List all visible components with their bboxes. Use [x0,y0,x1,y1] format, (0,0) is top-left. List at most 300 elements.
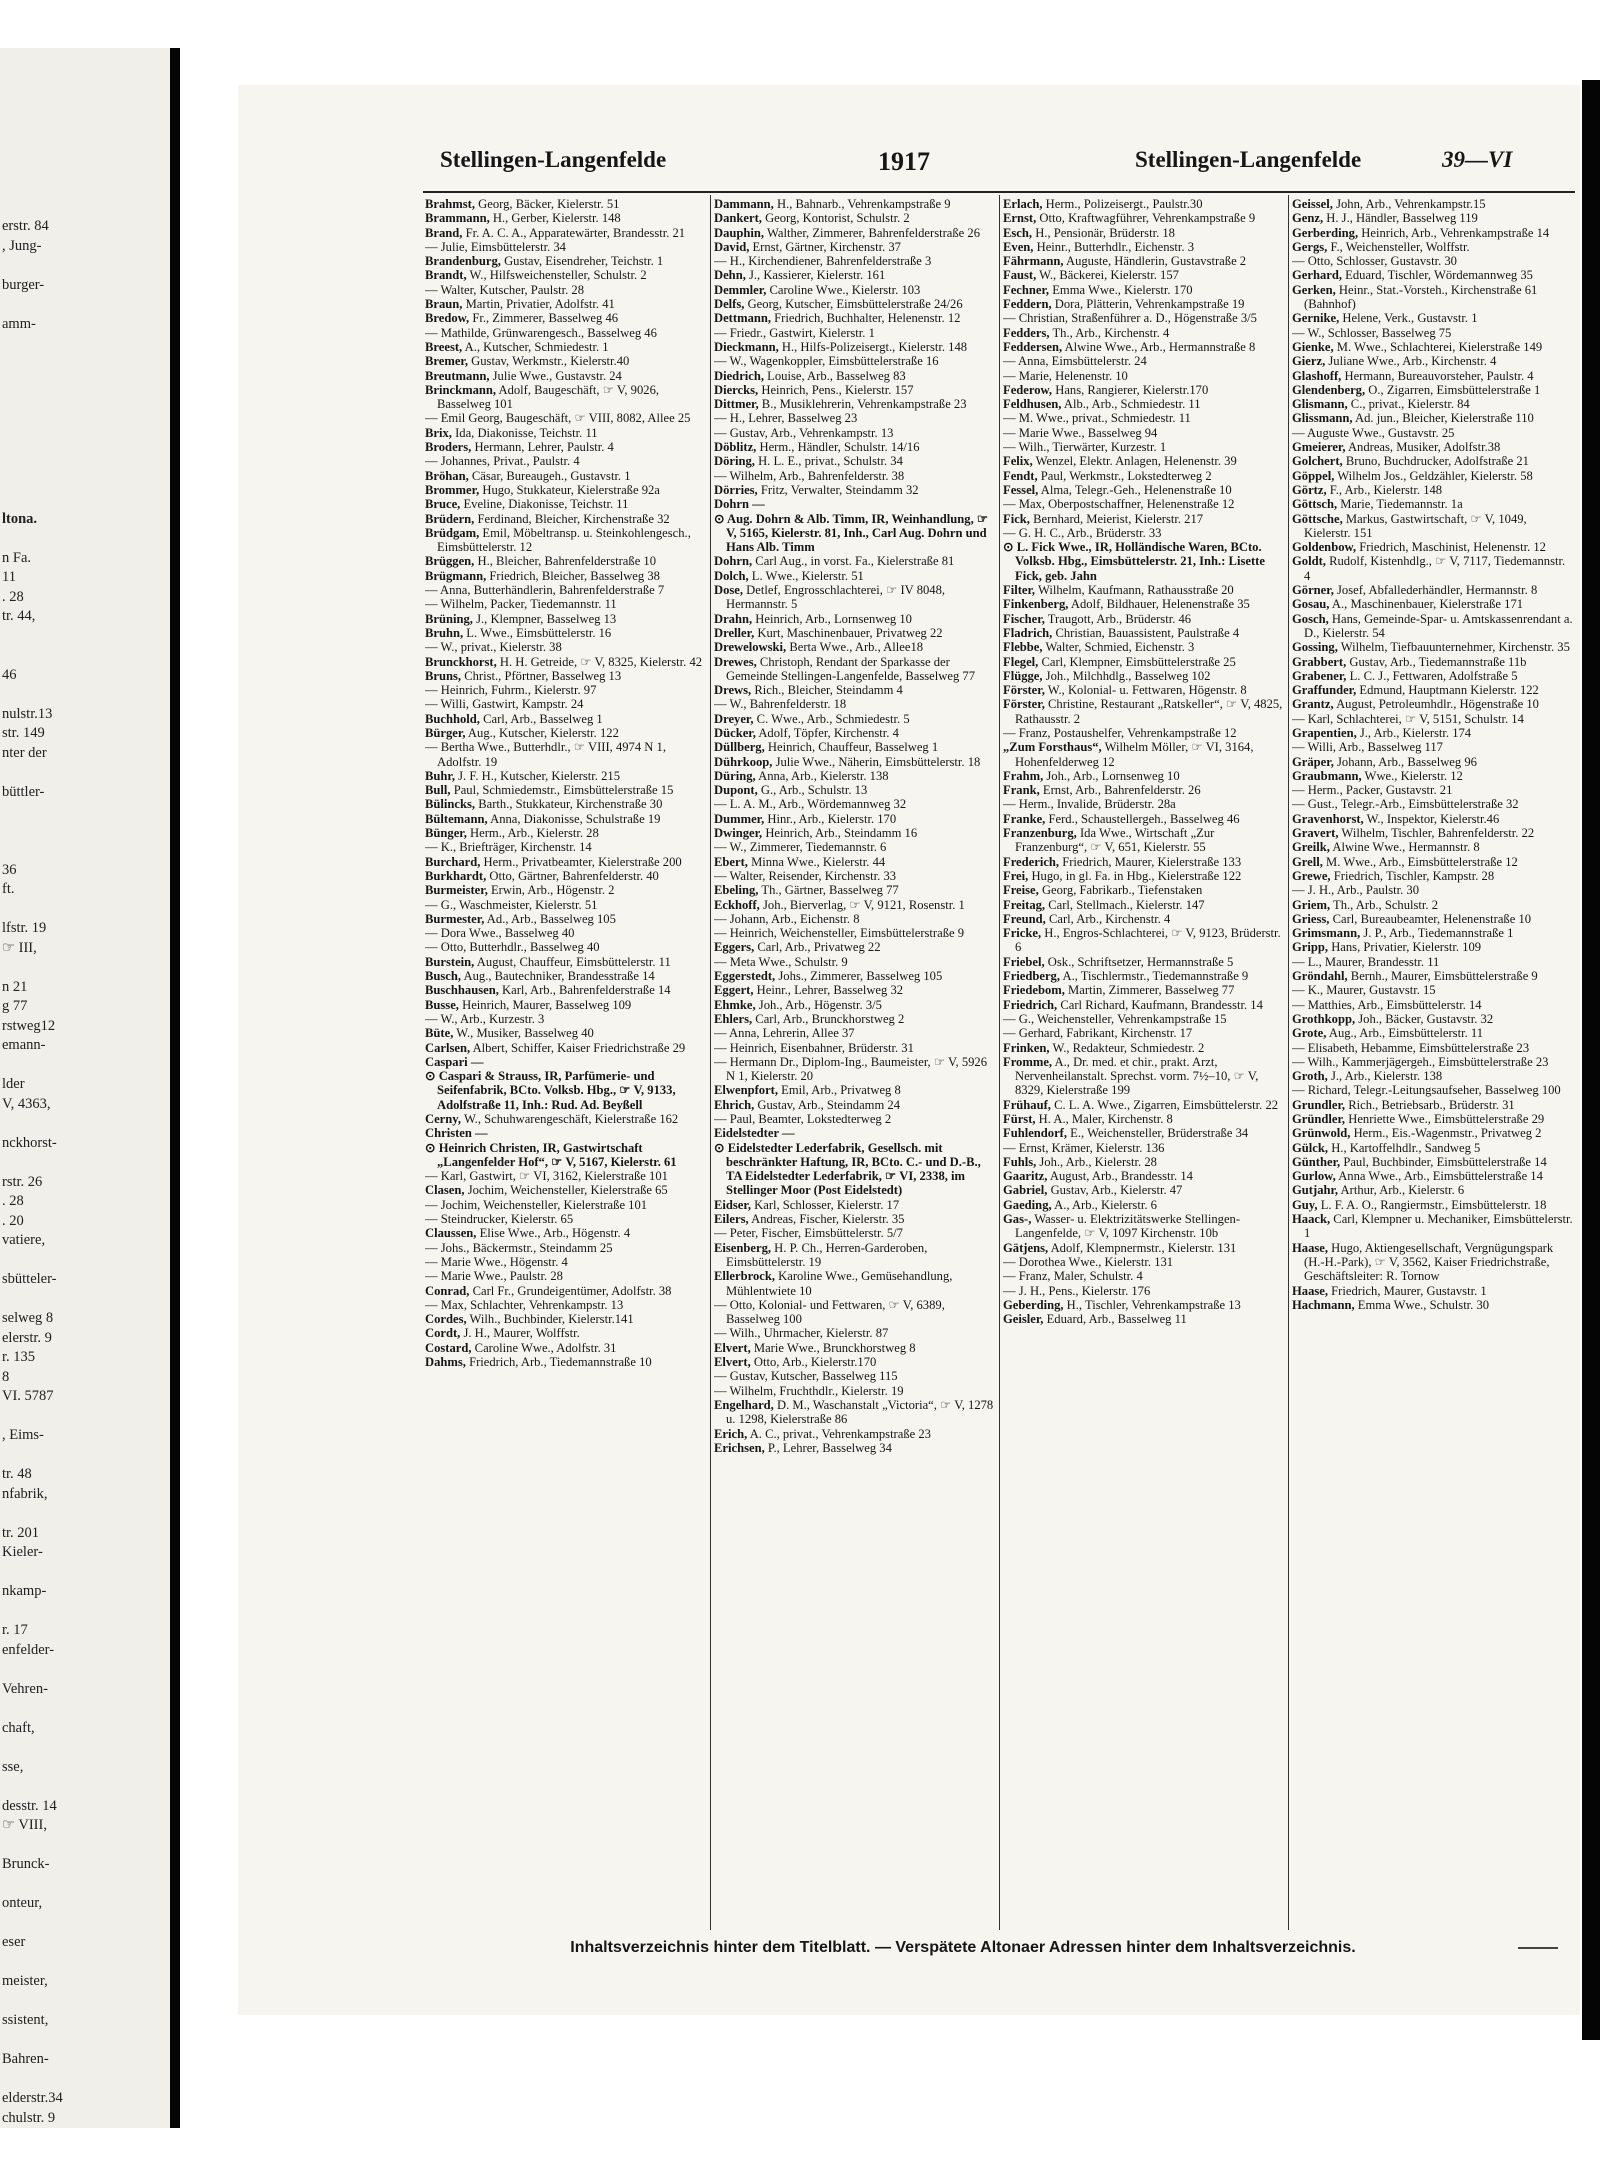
directory-entry: Felix, Wenzel, Elektr. Anlagen, Helenenstr. 39 [1003,454,1237,469]
fragment-line: n Fa. [2,549,31,566]
directory-entry: Dwinger, Heinrich, Arb., Steindamm 16 [714,826,918,841]
directory-entry: Hachmann, Emma Wwe., Schulstr. 30 [1292,1297,1490,1312]
directory-entry: Dolch, L. Wwe., Kielerstr. 51 [714,568,864,583]
directory-entry: Günther, Paul, Buchbinder, Eimsbüttelerstraße 14 [1292,1154,1547,1169]
directory-entry: Drewes, Christoph, Rendant der Sparkasse der Gemeinde Stellingen-Langenfelde, Basselweg 77 [714,654,975,683]
directory-entry: Bülincks, Barth., Stukkateur, Kirchenstraße 30 [425,797,663,812]
directory-entry: Geisler, Eduard, Arb., Basselweg 11 [1003,1312,1187,1327]
directory-entry: Frederich, Friedrich, Maurer, Kielerstraße 133 [1003,854,1242,869]
directory-entry: — Marie, Helenenstr. 10 [1003,368,1128,383]
fragment-line: büttler- [2,783,45,800]
directory-entry: — Dorothea Wwe., Kielerstr. 131 [1003,1254,1174,1269]
directory-entry: Dupont, G., Arb., Schulstr. 13 [714,783,868,798]
directory-entry: Dohrn, Carl Aug., in vorst. Fa., Kielerstraße 81 [714,554,955,569]
directory-entry: Glismann, C., privat., Kielerstr. 84 [1292,397,1470,412]
directory-entry: Golchert, Bruno, Buchdrucker, Adolfstraße 21 [1292,454,1529,469]
fragment-line: elderstr.34 [2,2090,63,2106]
directory-entry: Federow, Hans, Rangierer, Kielerstr.170 [1003,382,1209,397]
directory-entry: Busch, Aug., Bautechniker, Brandesstraße 14 [425,969,655,984]
header-right-title: Stellingen-Langenfelde [1135,147,1362,172]
directory-entry: ⊙ L. Fick Wwe., IR, Holländische Waren, BCto. Volksb. Hbg., Eimsbüttelerstr. 21, Inh.: Lisette Fick, geb. Jahn [1003,540,1265,583]
directory-entry: Drewelowski, Berta Wwe., Arb., Allee18 [714,640,924,655]
directory-entry: Gerberding, Heinrich, Arb., Vehrenkampstraße 14 [1292,225,1550,240]
directory-entry: Brunckhorst, H. H. Getreide, ☞ V, 8325, Kielerstr. 42 [425,654,703,669]
directory-entry: Dummer, Hinr., Arb., Kielerstr. 170 [714,811,897,826]
directory-entry: Gurlow, Anna Wwe., Arb., Eimsbüttelerstraße 14 [1292,1169,1543,1184]
directory-entry: — Johs., Bäckermstr., Steindamm 25 [425,1240,613,1255]
directory-entry: Brüning, J., Klempner, Basselweg 13 [425,611,617,626]
directory-entry: Freitag, Carl, Stellmach., Kielerstr. 147 [1003,897,1205,912]
fragment-line: nkamp- [2,1583,47,1599]
directory-entry: Claussen, Elise Wwe., Arb., Högenstr. 4 [425,1226,631,1241]
directory-entry: Graffunder, Edmund, Hauptmann Kielerstr. 122 [1292,683,1539,698]
fragment-line: ☞ VIII, [2,1817,47,1833]
directory-entry: Fuhls, Joh., Arb., Kielerstr. 28 [1003,1154,1157,1169]
fragment-line: tr. 201 [2,1524,40,1541]
directory-entry: Fromme, A., Dr. med. et chir., prakt. Arzt, Nervenheilanstalt. Sprechst. vorm. 7½–10, ☞ V, 8329, Kielerstraße 199 [1003,1054,1259,1098]
directory-entry: Görtz, F., Arb., Kielerstr. 148 [1292,482,1443,497]
directory-entry: Bremer, Gustav, Werkmstr., Kielerstr.40 [425,354,630,369]
directory-entry: Guy, L. F. A. O., Rangiermstr., Eimsbüttelerstr. 18 [1292,1197,1547,1212]
directory-entry: Eilers, Andreas, Fischer, Kielerstr. 35 [714,1212,905,1227]
directory-entry: Dohrn — [714,497,765,512]
directory-entry: Dittmer, B., Musiklehrerin, Vehrenkampstraße 23 [714,397,967,412]
directory-entry: Fick, Bernhard, Meierist, Kielerstr. 217 [1003,511,1204,526]
directory-entry: Geissel, John, Arb., Vehrenkampstr.15 [1292,197,1486,211]
directory-entry: Ellerbrock, Karoline Wwe., Gemüsehandlung, Mühlentwiete 10 [714,1269,953,1298]
directory-entry: Friedrich, Carl Richard, Kaufmann, Brandesstr. 14 [1003,997,1263,1012]
directory-entry: Eckhoff, Joh., Bierverlag, ☞ V, 9121, Rosenstr. 1 [714,897,965,912]
directory-entry: Fessel, Alma, Telegr.-Geh., Helenenstraße 10 [1003,482,1232,497]
directory-entry: — Christian, Straßenführer a. D., Högenstraße 3/5 [1003,311,1257,326]
directory-entry: Freund, Carl, Arb., Kirchenstr. 4 [1003,911,1171,926]
fragment-line: ssistent, [2,2012,49,2028]
directory-entry: Feddersen, Alwine Wwe., Arb., Hermannstraße 8 [1003,339,1256,354]
directory-entry: Bull, Paul, Schmiedemstr., Eimsbüttelerstraße 15 [425,783,674,798]
directory-entry: Flegel, Carl, Klempner, Eimsbüttelerstraße 25 [1003,654,1236,669]
directory-entry: Gaeding, A., Arb., Kielerstr. 6 [1003,1197,1157,1212]
directory-entry: Grantz, August, Petroleumhdlr., Högenstraße 10 [1292,697,1539,712]
directory-entry: — Karl, Gastwirt, ☞ VI, 3162, Kielerstraße 101 [425,1169,668,1184]
fragment-line: onteur, [2,1895,43,1911]
fragment-line: VI. 5787 [2,1388,54,1404]
directory-entry: — Max, Schlachter, Vehrenkampstr. 13 [425,1297,624,1312]
fragment-line: meister, [2,1973,48,1989]
fragment-line: ☞ III, [2,939,37,956]
directory-entry: Grothkopp, Joh., Bäcker, Gustavstr. 32 [1292,1011,1494,1026]
fragment-line: 36 [2,861,17,878]
directory-entry: Glissmann, Ad. jun., Bleicher, Kielerstraße 110 [1292,411,1534,426]
fragment-line: V, 4363, [2,1095,51,1112]
directory-entry: Dose, Detlef, Engrosschlachterei, ☞ IV 8048, Hermannstr. 5 [714,583,946,612]
fragment-line: n 21 [2,978,28,995]
directory-entry: Erich, A. C., privat., Vehrenkampstraße 23 [714,1426,931,1441]
directory-entry: Broders, Hermann, Lehrer, Paulstr. 4 [425,440,614,455]
directory-entry: Burmeister, Erwin, Arb., Högenstr. 2 [425,883,615,898]
directory-entry: — Walter, Kutscher, Paulstr. 28 [425,282,584,297]
directory-entry: — Herm., Invalide, Brüderstr. 28a [1003,797,1176,812]
directory-entry: Gutjahr, Arthur, Arb., Kielerstr. 6 [1292,1183,1465,1198]
directory-entry: Brahmst, Georg, Bäcker, Kielerstr. 51 [425,197,620,211]
directory-entry: Göttsche, Markus, Gastwirtschaft, ☞ V, 1049, Kielerstr. 151 [1292,511,1527,540]
directory-entry: Fürst, H. A., Maler, Kirchenstr. 8 [1003,1112,1173,1126]
directory-entry: Buchhold, Carl, Arb., Basselweg 1 [425,711,603,726]
directory-entry: Gravenhorst, W., Inspektor, Kielerstr.46 [1292,811,1500,826]
directory-entry: Filter, Wilhelm, Kaufmann, Rathausstraße 20 [1003,583,1234,598]
directory-entry: Gravert, Wilhelm, Tischler, Bahrenfelderstr. 22 [1292,826,1535,841]
directory-entry: Friedebom, Martin, Zimmerer, Basselweg 77 [1003,983,1235,998]
directory-entry: Gülck, H., Kartoffelhdlr., Sandweg 5 [1292,1140,1481,1155]
directory-entry: Brand, Fr. A. C. A., Apparatewärter, Brandesstr. 21 [425,225,686,240]
directory-entry: Fuhlendorf, E., Weichensteller, Brüderstraße 34 [1003,1126,1249,1141]
fragment-line: desstr. 14 [2,1797,57,1814]
directory-entry: Bredow, Fr., Zimmerer, Basselweg 46 [425,311,619,326]
directory-entry: — W., Schlosser, Basselweg 75 [1292,325,1452,340]
directory-entry: Brammann, H., Gerber, Kielerstr. 148 [425,211,621,226]
directory-entry: — K., Maurer, Gustavstr. 15 [1292,983,1436,998]
fragment-line: r. 17 [2,1622,28,1638]
directory-entry: Bruce, Eveline, Diakonisse, Teichstr. 11 [425,497,629,512]
directory-entry: Cerny, W., Schuhwarengeschäft, Kielerstraße 162 [425,1112,679,1126]
directory-entry: — Gust., Telegr.-Arb., Eimsbüttelerstraße 32 [1292,797,1519,812]
fragment-line: ltona. [2,510,38,527]
directory-entry: Grundler, Rich., Betriebsarb., Brüderstr. 31 [1292,1097,1515,1112]
directory-entry: — G. H. C., Arb., Brüderstr. 33 [1003,525,1162,540]
directory-entry: — Marie Wwe., Paulstr. 28 [425,1269,563,1284]
directory-entry: — Karl, Schlachterei, ☞ V, 5151, Schulstr. 14 [1292,711,1524,726]
directory-entry: Gosch, Hans, Gemeinde-Spar- u. Amtskassenrendant a. D., Kielerstr. 54 [1292,611,1573,640]
directory-entry: — W., privat., Kielerstr. 38 [425,640,562,655]
directory-entry: Costard, Caroline Wwe., Adolfstr. 31 [425,1340,617,1355]
fragment-line: rstr. 26 [2,1173,43,1190]
directory-entry: Bruns, Christ., Pförtner, Basselweg 13 [425,668,622,683]
directory-entry: Fährmann, Auguste, Händlerin, Gustavstraße 2 [1003,254,1247,269]
directory-entry: Dieckmann, H., Hilfs-Polizeisergt., Kielerstr. 148 [714,339,968,354]
directory-entry: — Julie, Eimsbüttelerstr. 34 [425,239,566,254]
directory-entry: Graubmann, Wwe., Kielerstr. 12 [1292,768,1463,783]
directory-entry: — Franz, Postaushelfer, Vehrenkampstraße 12 [1003,725,1237,740]
directory-entry: Goldenbow, Friedrich, Maschinist, Helenenstr. 12 [1292,540,1546,555]
directory-entry: Gmeierer, Andreas, Musiker, Adolfstr.38 [1292,440,1501,455]
directory-entry: Esch, H., Pensionär, Brüderstr. 18 [1003,225,1175,240]
directory-entry: Engelhard, D. M., Waschanstalt „Victoria“, ☞ V, 1278 u. 1298, Kielerstraße 86 [714,1397,994,1427]
directory-entry: Gerhard, Eduard, Tischler, Wördemannweg 35 [1292,268,1533,283]
directory-entry: Bültemann, Anna, Diakonisse, Schulstraße 19 [425,811,661,826]
fragment-line: nulstr.13 [2,705,53,722]
directory-entry: Buhr, J. F. H., Kutscher, Kielerstr. 215 [425,768,620,783]
directory-entry: — Anna, Eimsbüttelerstr. 24 [1003,354,1147,369]
directory-entry: Braun, Martin, Privatier, Adolfstr. 41 [425,297,615,312]
directory-entry: Haack, Carl, Klempner u. Mechaniker, Eimsbüttelerstr. 1 [1292,1212,1573,1241]
directory-entry: ⊙ Aug. Dohrn & Alb. Timm, IR, Weinhandlung, ☞ V, 5165, Kielerstr. 81, Inh., Carl Aug. Dohrn und Hans Alb. Timm [714,511,989,555]
directory-entry: Ernst, Otto, Kraftwagführer, Vehrenkampstraße 9 [1003,211,1256,226]
directory-entry: Gröndahl, Bernh., Maurer, Eimsbüttelerstraße 9 [1292,969,1538,984]
directory-entry: Grabbert, Gustav, Arb., Tiedemannstraße 11b [1292,654,1527,669]
directory-entry: — Marie Wwe., Basselweg 94 [1003,425,1158,440]
directory-entry: Friebel, Osk., Schriftsetzer, Hermannstraße 5 [1003,954,1234,969]
directory-entry: — W., Arb., Kurzestr. 3 [425,1011,545,1026]
directory-column-3 [1003,197,1284,1929]
directory-entry: — Ernst, Krämer, Kielerstr. 136 [1003,1140,1165,1155]
fragment-line: burger- [2,276,45,293]
directory-entry: — Hermann Dr., Diplom-Ing., Baumeister, ☞ V, 5926 N 1, Kielerstr. 20 [714,1054,988,1084]
directory-entry: Griess, Carl, Bureaubeamter, Helenenstraße 10 [1292,911,1532,926]
directory-entry: Burmester, Ad., Arb., Basselweg 105 [425,911,616,926]
directory-entry: — Mathilde, Grünwarengesch., Basselweg 46 [425,325,657,340]
directory-entry: Frühauf, C. L. A. Wwe., Zigarren, Eimsbüttelerstr. 22 [1003,1097,1279,1112]
directory-entry: — Johannes, Privat., Paulstr. 4 [425,454,580,469]
fragment-line: emann- [2,1037,46,1053]
directory-entry: — Matthies, Arb., Eimsbüttelerstr. 14 [1292,997,1482,1012]
directory-entry: Bürger, Aug., Kutscher, Kielerstr. 122 [425,725,619,740]
directory-entry: Dammann, H., Bahnarb., Vehrenkampstraße 9 [714,197,951,211]
directory-entry: Cordt, J. H., Maurer, Wolffstr. [425,1326,580,1341]
directory-entry: Dreller, Kurt, Maschinenbauer, Privatweg 22 [714,625,943,640]
directory-entry: — Heinrich, Weichensteller, Eimsbüttelerstraße 9 [714,926,965,941]
directory-entry: Glashoff, Hermann, Bureauvorsteher, Paulstr. 4 [1292,368,1534,383]
directory-entry: Gerken, Heinr., Stat.-Vorsteh., Kirchenstraße 61 (Bahnhof) [1292,282,1538,312]
directory-entry: — W., Wagenkoppler, Eimsbüttelerstraße 16 [714,354,939,369]
directory-entry: Haase, Hugo, Aktiengesellschaft, Vergnügungspark (H.-H.-Park), ☞ V, 3562, Kaiser Friedrichstraße, Geschäftsleiter: R. Tornow [1292,1240,1554,1284]
fragment-line: selweg 8 [2,1310,54,1326]
directory-entry: — Willi, Arb., Basselweg 117 [1292,740,1443,755]
directory-entry: Eggerstedt, Johs., Zimmerer, Basselweg 105 [714,969,943,984]
directory-entry: Burkhardt, Otto, Gärtner, Bahrenfelderstr. 40 [425,868,659,883]
directory-entry: Cordes, Wilh., Buchbinder, Kielerstr.141 [425,1312,634,1327]
directory-entry: Eidelstedter — [714,1126,795,1141]
directory-entry: Greilk, Alwine Wwe., Hermannstr. 8 [1292,840,1480,855]
directory-entry: Brüdgam, Emil, Möbeltransp. u. Steinkohlengesch., Eimsbüttelerstr. 12 [425,525,691,555]
directory-entry: Breest, A., Kutscher, Schmiedestr. 1 [425,339,609,354]
directory-entry: Fricke, H., Engros-Schlachterei, ☞ V, 9123, Brüderstr. 6 [1003,926,1281,955]
directory-entry: Ehrich, Gustav, Arb., Steindamm 24 [714,1097,900,1112]
directory-entry: Drews, Rich., Bleicher, Steindamm 4 [714,683,903,698]
fragment-line: sbütteler- [2,1271,57,1287]
scan-edge-right [1582,80,1600,2040]
fragment-line: nfabrik, [2,1485,48,1502]
directory-entry: — Gerhard, Fabrikant, Kirchenstr. 17 [1003,1026,1193,1041]
directory-entry: Fladrich, Christian, Bauassistent, Paulstraße 4 [1003,625,1240,640]
fragment-line: chulstr. 9 [2,2109,56,2126]
directory-entry: Grote, Aug., Arb., Eimsbüttelerstr. 11 [1292,1026,1483,1041]
directory-entry: — Heinrich, Fuhrm., Kielerstr. 97 [425,683,597,698]
directory-entry: Grimsmann, J. P., Arb., Tiedemannstraße 1 [1292,926,1514,941]
directory-entry: Dankert, Georg, Kontorist, Schulstr. 2 [714,211,910,226]
column-divider [1288,195,1289,1930]
fragment-line: . 20 [2,1212,24,1229]
directory-entry: Busse, Heinrich, Maurer, Basselweg 109 [425,997,632,1012]
directory-entry: Dettmann, Friedrich, Buchhalter, Helenenstr. 12 [714,311,961,326]
directory-entry: David, Ernst, Gärtner, Kirchenstr. 37 [714,239,901,254]
header-page-number: 39—VI [1442,147,1513,172]
fragment-line: eser [2,1934,26,1950]
directory-entry: Elwenpfort, Emil, Arb., Privatweg 8 [714,1083,901,1098]
directory-entry: — Friedr., Gastwirt, Kielerstr. 1 [714,325,875,340]
fragment-line: elerstr. 9 [2,1329,52,1346]
directory-entry: Fechner, Emma Wwe., Kielerstr. 170 [1003,282,1193,297]
directory-entry: Dührkoop, Julie Wwe., Näherin, Eimsbüttelerstr. 18 [714,754,981,769]
fragment-line: nter der [2,744,47,761]
directory-entry: — J. H., Pens., Kielerstr. 176 [1003,1283,1151,1298]
directory-entry: Förster, Christine, Restaurant „Ratskeller“, ☞ V, 4825, Rathausstr. 2 [1003,697,1283,726]
directory-entry: Gründler, Henriette Wwe., Eimsbüttelerstraße 29 [1292,1112,1545,1126]
directory-entry: Diedrich, Louise, Arb., Basselweg 83 [714,368,906,383]
directory-entry: Ebert, Minna Wwe., Kielerstr. 44 [714,854,886,869]
directory-entry: Dauphin, Walther, Zimmerer, Bahrenfelderstraße 26 [714,225,981,240]
directory-entry: Flügge, Joh., Milchhdlg., Basselweg 102 [1003,668,1211,683]
directory-entry: Bruhn, L. Wwe., Eimsbüttelerstr. 16 [425,625,612,640]
directory-entry: Brix, Ida, Diakonisse, Teichstr. 11 [425,425,598,440]
directory-entry: Erlach, Herm., Polizeisergt., Paulstr.30 [1003,197,1203,211]
directory-entry: — Marie Wwe., Högenstr. 4 [425,1254,568,1269]
directory-page [238,85,1580,2015]
directory-entry: Breutmann, Julie Wwe., Gustavstr. 24 [425,368,622,383]
directory-entry: Dücker, Adolf, Töpfer, Kirchenstr. 4 [714,725,899,740]
fragment-line: 8 [2,1368,10,1385]
directory-entry: Delfs, Georg, Kutscher, Eimsbüttelerstraße 24/26 [714,297,963,312]
directory-entry: — Otto, Butterhdlr., Basselweg 40 [425,940,600,955]
directory-entry: Fischer, Traugott, Arb., Brüderstr. 46 [1003,611,1192,626]
directory-entry: — W., Bahrenfelderstr. 18 [714,697,847,712]
directory-entry: Friedberg, A., Tischlermstr., Tiedemannstraße 9 [1003,969,1249,984]
directory-entry: Brügmann, Friedrich, Bleicher, Basselweg 38 [425,568,660,583]
directory-entry: Gossing, Wilhelm, Tiefbauunternehmer, Kirchenstr. 35 [1292,640,1570,655]
directory-entry: — Franz, Maler, Schulstr. 4 [1003,1269,1143,1284]
directory-entry: Frank, Ernst, Arb., Bahrenfelderstr. 26 [1003,783,1201,798]
fragment-line: g 77 [2,998,28,1014]
directory-entry: Genz, H. J., Händler, Basselweg 119 [1292,211,1478,226]
directory-entry: Eidser, Karl, Schlosser, Kielerstr. 17 [714,1197,900,1212]
fragment-line: , Jung- [2,237,42,254]
fragment-line: Bahren- [2,2051,49,2067]
directory-entry: Grapentien, J., Arb., Kielerstr. 174 [1292,725,1472,740]
directory-entry: Grewe, Friedrich, Tischler, Kampstr. 28 [1292,868,1495,883]
directory-entry: — L. A. M., Arb., Wördemannweg 32 [714,797,907,812]
directory-entry: Feldhusen, Alb., Arb., Schmiedestr. 11 [1003,397,1201,412]
directory-entry: Haase, Friedrich, Maurer, Gustavstr. 1 [1292,1283,1487,1298]
directory-entry: Drahn, Heinrich, Arb., Lornsenweg 10 [714,611,912,626]
directory-entry: Gierz, Juliane Wwe., Arb., Kirchenstr. 4 [1292,354,1497,369]
directory-entry: — J. H., Arb., Paulstr. 30 [1292,883,1419,898]
directory-entry: — Richard, Telegr.-Leitungsaufseher, Basselweg 100 [1292,1083,1561,1098]
directory-entry: Carlsen, Albert, Schiffer, Kaiser Friedrichstraße 29 [425,1040,686,1055]
fragment-line: lfstr. 19 [2,920,47,936]
directory-entry: Dehn, J., Kassierer, Kielerstr. 161 [714,268,886,283]
directory-entry: Elvert, Marie Wwe., Brunckhorstweg 8 [714,1340,916,1355]
fragment-line: amm- [2,315,36,332]
directory-entry: — G., Weichensteller, Vehrenkampstraße 15 [1003,1011,1227,1026]
directory-entry: Förster, W., Kolonial- u. Fettwaren, Högenstr. 8 [1003,683,1247,698]
directory-entry: — Dora Wwe., Basselweg 40 [425,926,575,941]
directory-entry: Christen — [425,1126,488,1141]
directory-entry: Göttsch, Marie, Tiedemannstr. 1a [1292,497,1463,512]
directory-entry: Brinckmann, Adolf, Baugeschäft, ☞ V, 9026, Basselweg 101 [425,382,660,412]
fragment-line: , Eims- [2,1427,44,1443]
directory-entry: Even, Heinr., Butterhdlr., Eichenstr. 3 [1003,239,1194,254]
directory-entry: — Wilh., Kammerjägergeh., Eimsbüttelerstraße 23 [1292,1054,1549,1069]
fragment-line: r. 135 [2,1349,36,1365]
directory-entry: Ehmke, Joh., Arb., Högenstr. 3/5 [714,997,882,1012]
directory-entry: — Wilhelm, Fruchthdlr., Kielerstr. 19 [714,1383,904,1398]
directory-entry: Bröhan, Cäsar, Bureaugeh., Gustavstr. 1 [425,468,631,483]
directory-column-1 [425,197,706,1929]
directory-entry: — M. Wwe., privat., Schmiedestr. 11 [1003,411,1191,426]
directory-entry: Caspari — [425,1054,484,1069]
directory-entry: Brandt, W., Hilfsweichensteller, Schulstr. 2 [425,268,647,283]
directory-entry: Franzenburg, Ida Wwe., Wirtschaft „Zur Franzenburg“, ☞ V, 651, Kielerstr. 55 [1003,826,1215,855]
directory-entry: Grabener, L. C. J., Fettwaren, Adolfstraße 5 [1292,668,1518,683]
fragment-line: str. 149 [2,725,45,741]
column-divider [999,195,1000,1930]
fragment-line: rstweg12 [2,1017,56,1034]
directory-entry: Freise, Georg, Fabrikarb., Tiefenstaken [1003,883,1203,898]
directory-entry: Döring, H. L. E., privat., Schulstr. 34 [714,454,903,469]
directory-entry: — Bertha Wwe., Butterhdlr., ☞ VIII, 4974 N 1, Adolfstr. 19 [425,740,666,769]
directory-entry: Grell, M. Wwe., Arb., Eimsbüttelerstraße 12 [1292,854,1518,869]
directory-entry: Gernike, Helene, Verk., Gustavstr. 1 [1292,311,1478,326]
directory-entry: Eisenberg, H. P. Ch., Herren-Garderoben, Eimsbüttelerstr. 19 [714,1240,928,1269]
fragment-line: Brunck- [2,1856,50,1872]
directory-entry: — L., Maurer, Brandesstr. 11 [1292,954,1440,969]
directory-entry: Ehlers, Carl, Arb., Brunckhorstweg 2 [714,1011,905,1026]
directory-entry: Conrad, Carl Fr., Grundeigentümer, Adolfstr. 38 [425,1283,672,1298]
directory-entry: — Wilhelm, Arb., Bahrenfelderstr. 38 [714,468,905,483]
directory-entry: Dörries, Fritz, Verwalter, Steindamm 32 [714,482,919,497]
page-header [238,147,1580,187]
directory-entry: Gräper, Johann, Arb., Basselweg 96 [1292,754,1477,769]
directory-entry: Goldt, Rudolf, Kistenhdlg., ☞ V, 7117, Tiedemannstr. 4 [1292,554,1566,583]
directory-entry: — Gustav, Arb., Vehrenkampstr. 13 [714,425,894,440]
directory-entry: Geberding, H., Tischler, Vehrenkampstraße 13 [1003,1297,1241,1312]
directory-entry: Bünger, Herm., Arb., Kielerstr. 28 [425,826,599,841]
directory-entry: Döblitz, Herm., Händler, Schulstr. 14/16 [714,440,920,455]
directory-entry: — Auguste Wwe., Gustavstr. 25 [1292,425,1455,440]
directory-entry: Clasen, Jochim, Weichensteller, Kielerstraße 65 [425,1183,668,1198]
directory-entry: — Wilh., Tierwärter, Kurzestr. 1 [1003,440,1167,455]
directory-entry: Fedders, Th., Arb., Kirchenstr. 4 [1003,325,1170,340]
directory-entry: — Otto, Schlosser, Gustavstr. 30 [1292,254,1457,269]
directory-entry: Feddern, Dora, Plätterin, Vehrenkampstraße 19 [1003,297,1245,312]
directory-entry: Brüdern, Ferdinand, Bleicher, Kirchenstraße 32 [425,511,670,526]
directory-entry: Faust, W., Bäckerei, Kielerstr. 157 [1003,268,1179,283]
directory-entry: — Walter, Reisender, Kirchenstr. 33 [714,868,897,883]
directory-entry: — Johann, Arb., Eichenstr. 8 [714,911,860,926]
column-divider [710,195,711,1930]
fragment-line: enfelder- [2,1641,55,1658]
scan-edge-left [170,48,180,2128]
directory-entry: Dreyer, C. Wwe., Arb., Schmiedestr. 5 [714,711,910,726]
header-left-title: Stellingen-Langenfelde [440,147,667,172]
directory-entry: ⊙ Caspari & Strauss, IR, Parfümerie- und Seifenfabrik, BCto. Volksb. Hbg., ☞ V, 9133, Adolfstraße 11, Inh.: Rud. Ad. Beyßell [425,1069,676,1112]
directory-entry: — Jochim, Weichensteller, Kielerstraße 101 [425,1197,648,1212]
directory-entry: — K., Briefträger, Kirchenstr. 14 [425,840,592,855]
fragment-line: ft. [2,881,15,897]
directory-entry: — Peter, Fischer, Eimsbüttelerstr. 5/7 [714,1226,903,1241]
directory-entry: Düring, Anna, Arb., Kielerstr. 138 [714,768,889,783]
fragment-line: erstr. 84 [2,218,49,234]
directory-entry: — Wilh., Uhrmacher, Kielerstr. 87 [714,1326,889,1341]
fragment-line: sse, [2,1758,24,1775]
directory-entry: Frahm, Joh., Arb., Lornsenweg 10 [1003,768,1180,783]
directory-entry: — Anna, Lehrerin, Allee 37 [714,1026,855,1041]
directory-entry: — Max, Oberpostschaffner, Helenenstraße 12 [1003,497,1235,512]
directory-entry: ⊙ Heinrich Christen, IR, Gastwirtschaft „Langenfelder Hof“, ☞ V, 5167, Kielerstr. 61 [425,1140,677,1169]
directory-entry: Brüggen, H., Bleicher, Bahrenfelderstraße 10 [425,554,657,569]
directory-entry: Brommer, Hugo, Stukkateur, Kielerstraße 92a [425,482,660,497]
directory-entry: — Emil Georg, Baugeschäft, ☞ VIII, 8082, Allee 25 [425,411,691,426]
fragment-line: 11 [2,569,16,585]
directory-entry: — Anna, Butterhändlerin, Bahrenfelderstraße 7 [425,583,665,598]
